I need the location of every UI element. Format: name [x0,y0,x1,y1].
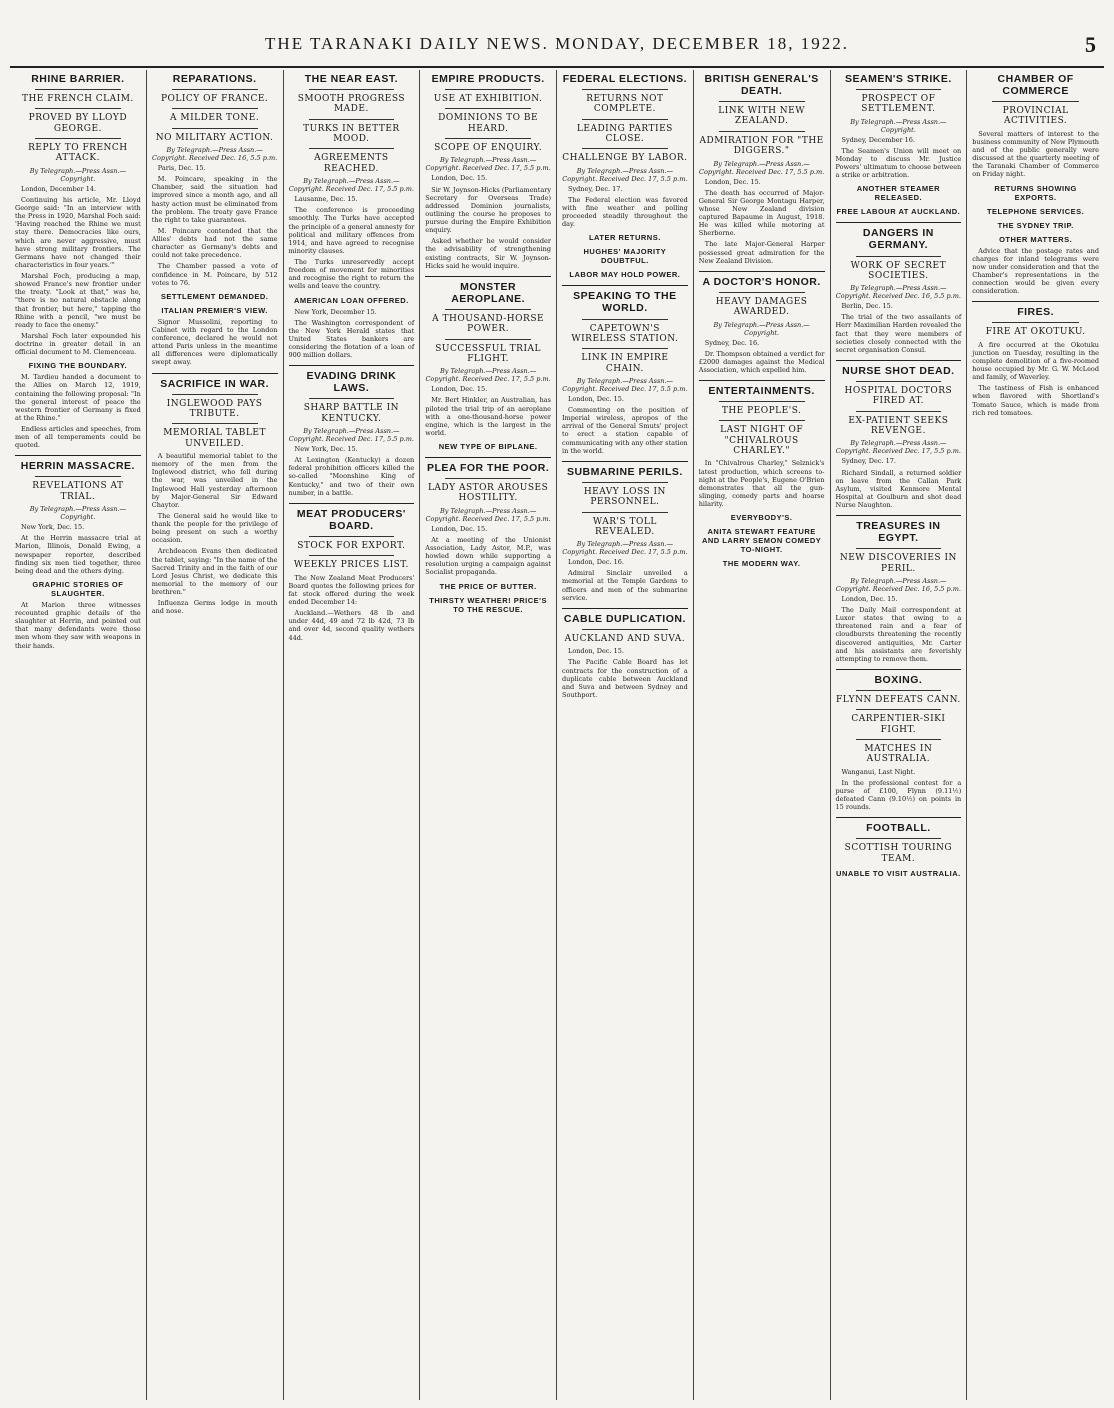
headline-rule [582,512,668,513]
headline: CHAMBER OF COMMERCE [997,73,1074,98]
headline-rule [309,536,395,537]
headline: REPARATIONS. [172,73,257,85]
subheadline: POLICY OF FRANCE. [160,94,269,105]
paragraph: London, Dec. 15. [431,174,488,183]
article [836,822,962,878]
article [699,73,825,265]
section-subhead: FIXING THE BOUNDARY. [28,361,128,371]
headline-rule [445,108,531,109]
subheadline: PROVED BY LLOYD GEORGE. [28,113,128,134]
paragraph: The Washington correspondent of the New York Herald states that United States bankers are considering the flotation of a loan of 900 million dollars. [288,318,415,360]
subheadline: THE FRENCH CLAIM. [21,94,134,105]
subheadline: PROSPECT OF SETTLEMENT. [861,94,936,115]
headline-rule [719,420,805,421]
paragraph: The Daily Mail correspondent at Luxor states that owing to a threatened rain and a fear of cloudbursts threatening the recently discovered antiquities, Mr. Carter and his assistants are feverishly attempting to remove them. [835,606,962,663]
headline-rule [856,548,942,549]
article-headlines [836,674,962,765]
headline-rule [856,739,942,740]
paragraph: Continuing his article, Mr. Lloyd George said: "In an interview with the Press in 1920, Marshal Foch said: 'Having reached the Rhine we must stay there. Democracies like ours, which are never aggressive, must have strong military frontiers. The Germans have not changed their characteristics in four years.'" [15,195,141,269]
paragraph: Asked whether he would consider the advisability of strengthening existing contracts, Sir W. Joynson-Hicks said he would inquire. [425,237,551,270]
paragraph: The Federal election was favored with fine weather and polling proceeded steadily throughout the day. [562,195,688,229]
headline-rule [582,148,668,149]
page-number: 5 [1085,32,1096,57]
article-separator [972,301,1099,302]
dateline: By Telegraph.—Press Assn.—Copyright. [850,117,947,134]
headline-rule [172,128,258,129]
headline-rule [35,476,121,477]
section-subhead: SETTLEMENT DEMANDED. [160,291,269,301]
section-subhead: THE MODERN WAY. [722,559,801,569]
subheadline: AGREEMENTS REACHED. [314,153,389,174]
paragraph: At Marion three witnesses recounted graphic details of the slaughter at Herrin, and pointed out that many defendants were those men whom they saw with weapons in their hands. [15,600,141,650]
article [289,73,415,359]
article-headlines [972,306,1099,337]
subheadline: LADY ASTOR AROUSES HOSTILITY. [427,483,549,504]
column-1 [10,70,147,1400]
headline: EMPIRE PRODUCTS. [431,73,545,85]
subheadline: STOCK FOR EXPORT. [297,540,406,551]
subheadline: FLYNN DEFEATS CANN. [835,695,961,705]
article-separator [289,365,415,366]
paragraph: The death has occurred of Major-General Sir George Montagu Harper, whose New Zealand division captured Bapaume in August, 1918. He was killed while motoring at Sherborne. [698,188,825,238]
article [562,73,688,279]
paragraph: Advice that the postage rates and charges for inland telegrams were now under consideration and that the Chamber's representations in the connection would be given every consideration. [972,246,1099,296]
paragraph: The conference is proceeding smoothly. The Turks have accepted the principle of a general amnesty for political and military offences from 1914, and have agreed to recognise minority clauses. [288,206,415,255]
subheadline: FIRE AT OKOTUKU. [985,327,1086,338]
article-separator [836,222,962,223]
headline-rule [35,89,121,90]
article [425,73,551,270]
paragraph: London, Dec. 15. [568,394,624,403]
headline-rule [992,322,1079,323]
headline-rule [445,309,531,310]
headline-rule [309,89,395,90]
subheadline: USE AT EXHIBITION. [433,94,543,105]
subheadline: A MILDER TONE. [170,113,260,124]
article-separator [836,669,962,670]
headline-rule [309,398,395,399]
subheadline: HEAVY LOSS IN PERSONNEL. [583,486,666,508]
subheadline: LINK IN EMPIRE CHAIN. [581,353,669,374]
article-separator [699,380,825,381]
subheadline: SUCCESSFUL TRIAL FLIGHT. [435,343,541,364]
column-8 [967,70,1104,1400]
paragraph: A fire occurred at the Okotuku junction on Tuesday, resulting in the complete demolition of a five-roomed house occupied by Mr. G. W. McLeod and family, of Waverley. [972,340,1099,382]
headline: DANGERS IN GERMANY. [862,227,934,252]
headline-rule [582,482,668,483]
paragraph: Sydney, Dec. 17. [841,457,896,466]
headline-rule [856,411,942,412]
column-6 [694,70,831,1400]
paragraph: Dr. Thompson obtained a verdict for £2000 damages against the Medical Association, which expelled him. [698,349,825,374]
article-headlines [562,466,688,537]
column-2 [147,70,284,1400]
dateline: By Telegraph.—Press Assn.—Copyright. Received Dec. 17, 5.5 p.m. [699,159,825,176]
article [836,227,962,354]
subheadline: LINK WITH NEW ZEALAND. [718,106,805,127]
article-headlines [289,508,415,571]
section-subhead: THIRSTY WEATHER! PRICE'S TO THE RESCUE. [429,595,547,614]
paragraph: Commenting on the position of Imperial wireless, apropos of the arrival of the General Smuts' project to erect a station capable of communicating with any other station in the world. [562,406,688,455]
article [289,370,415,497]
headline-rule [445,478,531,479]
article-headlines [15,460,141,502]
headline-rule [309,119,395,120]
headline: TREASURES IN EGYPT. [856,520,941,545]
paragraph: Sydney, December 16. [841,135,915,144]
subheadline: HOSPITAL DOCTORS FIRED AT. [844,386,953,407]
subheadline: WORK OF SECRET SOCIETIES. [850,260,947,281]
headline: FIRES. [1017,306,1055,319]
article-headlines [836,520,962,574]
subheadline: LAST NIGHT OF "CHIVALROUS CHARLEY." [720,425,804,457]
paragraph: London, Dec. 15. [704,177,761,186]
article [699,385,825,568]
subheadline: THE PEOPLE'S. [721,406,802,417]
article-headlines [836,227,962,281]
article-separator [425,457,551,458]
subheadline: A THOUSAND-HORSE POWER. [432,313,545,335]
newspaper-columns [10,70,1104,1400]
headline-rule [445,89,531,90]
column-4 [420,70,557,1400]
paragraph: Lausanne, Dec. 15. [294,195,358,204]
headline: ENTERTAINMENTS. [708,385,815,397]
headline-rule [35,108,121,109]
headline: CABLE DUPLICATION. [563,612,686,625]
paragraph: M. Poincare contended that the Allies' debts had not the same character as Germany's debts and could not take precedence. [151,226,278,260]
headline-rule [856,838,942,839]
headline-rule [35,138,121,139]
article-separator [152,373,278,374]
subheadline: PROVINCIAL ACTIVITIES. [1002,106,1069,127]
article-separator [15,455,141,456]
headline-rule [445,339,531,340]
paragraph: New York, December 15. [294,307,377,316]
subheadline: INGLEWOOD PAYS TRIBUTE. [166,398,263,419]
paragraph: Sir W. Joynson-Hicks (Parliamentary Secretary for Overseas Trade) addressed Dominion journalists, outlining the course he proposes to pursue during the Empire Exhibition enquiry. [425,185,551,235]
paragraph: The Turks unreservedly accept freedom of movement for minorities and recognise the right to return the wells and leave the country. [288,258,415,291]
subheadline: MEMORIAL TABLET UNVEILED. [163,428,266,449]
article-separator [562,461,688,462]
section-subhead: HUGHES' MAJORITY DOUBTFUL. [583,247,667,266]
paragraph: London, December 14. [21,184,97,193]
section-subhead: OTHER MATTERS. [999,234,1073,244]
dateline: By Telegraph.—Press Assn.—Copyright. Received Dec. 16, 5.5 p.m. [835,284,961,301]
paragraph: Marshal Foch, producing a map, showed France's new frontier under the treaty. "Look at that," was he, "there is no natural obstacle along that frontier, but here," tapping the Rhine with a pencil, "we must be ready to face the enemy." [15,272,141,329]
article [699,276,825,374]
paragraph: London, Dec. 15. [568,647,624,656]
headline-rule [856,256,942,257]
subheadline: WAR'S TOLL REVEALED. [592,516,657,537]
section-subhead: LABOR MAY HOLD POWER. [569,270,681,280]
dateline: By Telegraph.—Press Assn.—Copyright. [29,505,127,522]
article-separator [562,608,688,609]
paragraph: New York, Dec. 15. [294,445,358,454]
article [836,73,962,216]
dateline: By Telegraph.—Press Assn.—Copyright. Received Dec. 17, 5.5 p.m. [562,166,688,183]
headline-rule [582,348,668,349]
paragraph: In the professional contest for a purse of £100, Flynn (9.11½) defeated Cann (9.10½) on points in 15 rounds. [835,778,962,812]
article [972,73,1099,295]
article-headlines [972,73,1099,127]
headline: FEDERAL ELECTIONS. [562,73,688,85]
paragraph: Several matters of interest to the business community of New Plymouth and of the public generally were discussed at the quarterly meeting of the Taranaki Chamber of Commerce on Friday night. [972,129,1099,179]
column-3 [284,70,421,1400]
article [562,466,688,602]
article-headlines [152,378,278,449]
article-headlines [15,73,141,164]
article [972,306,1099,417]
section-subhead: UNABLE TO VISIT AUSTRALIA. [836,869,961,879]
paragraph: At a meeting of the Unionist Association, Lady Astor, M.P., was howled down while supporting a resolution urging a campaign against Socialist propaganda. [425,535,551,577]
headline: PLEA FOR THE POOR. [426,462,550,475]
subheadline: RETURNS NOT COMPLETE. [586,94,664,115]
headline-rule [719,131,805,132]
subheadline: SCOPE OF ENQUIRY. [434,143,543,154]
subheadline: WEEKLY PRICES LIST. [293,560,409,571]
subheadline: REPLY TO FRENCH ATTACK. [28,143,128,164]
headline: NURSE SHOT DEAD. [842,364,955,377]
paragraph: A beautiful memorial tablet to the memory of the men from the Inglewood district, who fell during the war, was unveiled in the Inglewood Hall yesterday afternoon by Major-General Sir Edward Chaytor. [151,452,278,509]
headline-rule [856,709,942,710]
dateline: By Telegraph.—Press Assn.—Copyright. Received Dec. 17, 5.5 p.m. [425,367,551,384]
headline: MEAT PRODUCERS' BOARD. [296,507,406,532]
headline-rule [582,629,668,630]
article-headlines [562,73,688,164]
section-subhead: THE PRICE OF BUTTER. [439,581,537,591]
headline: SEAMEN'S STRIKE. [844,73,952,85]
article-separator [699,271,825,272]
section-subhead: FREE LABOUR AT AUCKLAND. [836,207,961,217]
dateline: By Telegraph.—Press Assn.—Copyright. [713,320,810,337]
section-subhead: TELEPHONE SERVICES. [986,206,1085,216]
article [425,281,551,451]
headline: EVADING DRINK LAWS. [306,370,397,395]
section-subhead: THE SYDNEY TRIP. [997,220,1074,230]
article-headlines [699,73,825,157]
section-subhead: AMERICAN LOAN OFFERED. [294,295,409,305]
headline: A DOCTOR'S HONOR. [702,275,821,288]
headline-rule [856,89,942,90]
dateline: By Telegraph.—Press Assn.—Copyright. Received Dec. 17, 5.5 p.m. [562,540,688,557]
paragraph: At the Herrin massacre trial at Marion, Illinois, Donald Ewing, a newspaper reporter, described finding six men tied together, three being dead and the others dying. [15,534,141,575]
headline-rule [309,555,395,556]
paragraph: The General said he would like to thank the people for the privilege of being present on such a worthy occasion. [151,511,278,545]
subheadline: DOMINIONS TO BE HEARD. [438,113,539,134]
paragraph: Archdeacon Evans then dedicated the tablet, saying: "In the name of the Sacred Trinity and in the faith of our Lord Jesus Christ, we dedicate this memorial to the memory of our brethren." [151,547,278,597]
article-headlines [562,613,688,644]
article [562,290,688,454]
article-separator [836,360,962,361]
headline: BOXING. [874,673,923,686]
paragraph: London, Dec. 15. [841,594,898,603]
article-headlines [152,73,278,143]
headline: BRITISH GENERAL'S DEATH. [704,73,819,98]
headline: RHINE BARRIER. [31,73,125,85]
headline: SUBMARINE PERILS. [566,465,683,478]
subheadline: LEADING PARTIES CLOSE. [576,123,673,145]
headline-rule [719,401,805,402]
article-headlines [699,276,825,318]
article-separator [836,817,962,818]
headline-rule [582,119,668,120]
paragraph: Sydney, Dec. 17. [568,184,623,193]
headline-rule [172,423,258,424]
subheadline: REVELATIONS AT TRIAL. [32,481,124,502]
section-subhead: NEW TYPE OF BIPLANE. [438,442,538,452]
article-separator [289,503,415,504]
dateline: By Telegraph.—Press Assn.—Copyright. Received Dec. 17, 5.5 p.m. [288,177,414,194]
subheadline: SCOTTISH TOURING TEAM. [844,843,953,864]
article-headlines [836,822,962,864]
subheadline: NO MILITARY ACTION. [155,132,274,143]
paragraph: The tastiness of Fish is enhanced when flavored with Shortland's Tomato Sauce, which is made from rich red tomatoes. [972,384,1099,417]
paragraph: The Pacific Cable Board has let contracts for the construction of a duplicate cable between Auckland and Suva and between Sydney and Southport. [562,658,688,699]
subheadline: CHALLENGE BY LABOR. [562,153,688,164]
article-headlines [562,290,688,374]
paragraph: The Seamen's Union will meet on Monday to discuss Mr. Justice Powers' ultimatum to choose between a strike or arbitration. [835,146,962,180]
headline-rule [992,101,1079,102]
headline: SACRIFICE IN WAR. [160,377,270,390]
subheadline: ADMIRATION FOR "THE DIGGERS." [699,135,824,157]
dateline: By Telegraph.—Press Assn.—Copyright. Received Dec. 16, 5.5 p.m. [835,576,961,593]
article [836,520,962,663]
article [836,365,962,509]
subheadline: SHARP BATTLE IN KENTUCKY. [303,403,400,424]
article-headlines [836,73,962,115]
paragraph: In "Chivalrous Charley," Selznick's latest production, which screens to-night at the People's, Eugene O'Brien demonstrates that all the gun-slinging, comedy parts and hoarse hilarity. [698,459,825,509]
headline-rule [582,89,668,90]
headline: HERRIN MASSACRE. [20,460,135,473]
article-headlines [425,281,551,365]
headline: FOOTBALL. [866,822,931,835]
paragraph: Mr. Bert Hinkler, an Australian, has piloted the trial trip of an aeroplane with a one-thousand-horse power engine, which is the largest in the world. [425,396,551,437]
paragraph: Wanganui, Last Night. [841,767,916,776]
article [562,613,688,699]
article-headlines [699,385,825,456]
paragraph: M. Tardieu handed a document to the Allies on March 12, 1919, containing the following proposal: "In the general interest of peace the western frontier of Germany is fixed at the Rhine." [15,373,141,422]
dateline: By Telegraph.—Press Assn.—Copyright. [29,166,127,183]
section-subhead: ITALIAN PREMIER'S VIEW. [161,305,268,315]
paragraph: Influenza Germs lodge in mouth and nose. [151,599,278,616]
subheadline: AUCKLAND AND SUVA. [564,633,686,644]
article [152,73,278,367]
headline-rule [445,138,531,139]
subheadline: EX-PATIENT SEEKS REVENGE. [848,415,949,437]
section-subhead: ANOTHER STEAMER RELEASED. [856,184,941,203]
article-headlines [289,370,415,424]
column-5 [557,70,694,1400]
paragraph: M. Poincare, speaking in the Chamber, said the situation had improved since a month ago, and all hasty action must be eliminated from the problem. The treaty gave France the right to take guarantees. [151,175,278,224]
article-separator [562,285,688,286]
subheadline: CARPENTIER-SIKI FIGHT. [851,714,946,735]
section-subhead: EVERYBODY'S. [730,513,793,523]
headline-rule [856,690,942,691]
section-subhead: GRAPHIC STORIES OF SLAUGHTER. [32,579,124,598]
paragraph: New York, Dec. 15. [21,523,85,532]
subheadline: HEAVY DAMAGES AWARDED. [715,296,808,318]
headline-rule [719,101,805,102]
dateline: By Telegraph.—Press Assn.—Copyright. Received Dec. 16, 5.5 p.m. [152,146,278,163]
masthead [10,30,1104,68]
headline-rule [172,394,258,395]
article [152,378,278,616]
paragraph: Admiral Sinclair unveiled a memorial at the Temple Gardens to officers and men of the submarine service. [562,569,688,602]
subheadline: SMOOTH PROGRESS MADE. [297,94,406,115]
paragraph: Paris, Dec. 15. [157,164,206,173]
paragraph: London, Dec. 15. [431,524,488,533]
dateline: By Telegraph.—Press Assn.—Copyright. Received Dec. 17, 5.5 p.m. [562,376,688,393]
article [15,460,141,649]
article-headlines [425,462,551,504]
paragraph: Berlin, Dec. 15. [841,302,893,311]
article [15,73,141,449]
article [425,462,551,614]
paragraph: Signor Mussolini, reporting to Cabinet with regard to the London conference, declared he would not attend Paris unless in the meantime all differences were diplomatically swept away. [151,317,278,367]
article-headlines [425,73,551,153]
dateline: By Telegraph.—Press Assn.—Copyright. Received Dec. 17, 5.5 p.m. [425,156,551,173]
article-separator [836,515,962,516]
paragraph: Auckland.—Wethers 48 lb and under 44d, 49 and 72 lb 42d, 73 lb and over 4d, second quality wethers 44d. [288,609,415,642]
headline-rule [172,89,258,90]
subheadline: MATCHES IN AUSTRALIA. [864,744,933,765]
headline: MONSTER AEROPLANE. [451,280,526,305]
section-subhead: ANITA STEWART FEATURE AND LARRY SEMON COMEDY TO-NIGHT. [701,527,822,555]
headline-rule [582,319,668,320]
section-subhead: RETURNS SHOWING EXPORTS. [994,183,1077,202]
paragraph: The late Major-General Harper possessed great admiration for the New Zealand Division. [698,240,825,265]
subheadline: TURKS IN BETTER MOOD. [303,123,400,145]
section-subhead: LATER RETURNS. [588,233,661,243]
article [289,508,415,642]
headline-rule [719,292,805,293]
article-headlines [289,73,415,174]
paragraph: Marshal Foch later expounded his doctrine in greater detail in an official document to M. Clemenceau. [15,331,141,357]
headline-rule [856,381,942,382]
subheadline: CAPETOWN'S WIRELESS STATION. [571,323,679,344]
paragraph: The Chamber passed a vote of confidence in M. Poincare, by 512 votes to 76. [151,262,278,287]
paragraph: Endless articles and speeches, from men of all temperaments could be quoted. [15,425,141,450]
paragraph: The trial of the two assailants of Herr Maximilian Harden revealed the fact that they were members of societies closely connected with the secret organisation Consul. [835,313,962,354]
subheadline: NEW DISCOVERIES IN PERIL. [839,553,957,574]
paragraph: The New Zealand Meat Producers' Board quotes the following prices for fat stock offered during the week ended December 14: [288,573,415,606]
dateline: By Telegraph.—Press Assn.—Copyright. Received Dec. 17, 5.5 p.m. [425,506,551,523]
masthead-title: THE TARANAKI DAILY NEWS. MONDAY, DECEMBER 18, 1922. [265,34,849,53]
headline: THE NEAR EAST. [304,73,399,85]
paragraph: London, Dec. 15. [431,385,488,394]
paragraph: Sydney, Dec. 16. [704,338,760,347]
article-separator [425,276,551,277]
paragraph: Richard Sindall, a returned soldier on leave from the Callan Park Asylum, visited Kenmore Mental Hospital at Goulburn and shot dead Nurse Naughton. [835,468,962,509]
paragraph: At Lexington (Kentucky) a dozen federal prohibition officers killed the so-called "Moonshine King of Kentucky," and two of their own number, in a battle. [288,456,415,497]
article-headlines [836,365,962,436]
dateline: By Telegraph.—Press Assn.—Copyright. Received Dec. 17, 5.5 p.m. [835,439,961,456]
dateline: By Telegraph.—Press Assn.—Copyright. Received Dec. 17, 5.5 p.m. [288,427,414,444]
column-7 [831,70,968,1400]
article [836,674,962,811]
paragraph: London, Dec. 16. [568,558,624,567]
headline: SPEAKING TO THE WORLD. [573,290,677,315]
headline-rule [172,108,258,109]
headline-rule [309,148,395,149]
